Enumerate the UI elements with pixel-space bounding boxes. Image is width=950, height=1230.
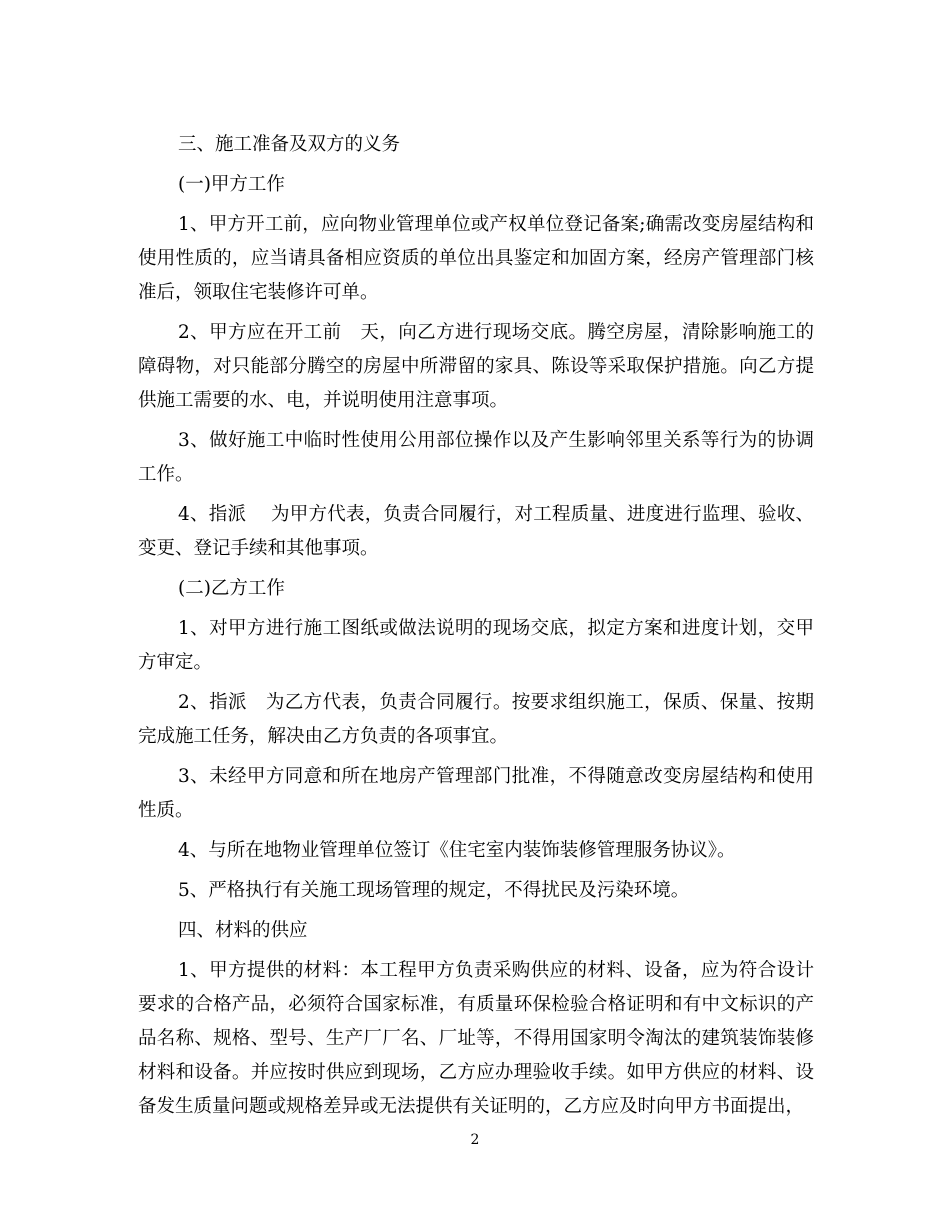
subsection-heading-party-b: (二)乙方工作 — [178, 578, 285, 599]
document-body — [138, 128, 814, 1130]
section-heading-preparation: 三、施工准备及双方的义务 — [178, 134, 401, 155]
paragraph-party-a-item-1: 1、甲方开工前，应向物业管理单位或产权单位登记备案;确需改变房屋结构和使用性质的，应当请具备相应资质的单位出具鉴定和加固方案，经房产管理部门核准后，领取住宅装修许可单。 — [138, 214, 814, 303]
paragraph-materials-item-1: 1、甲方提供的材料：本工程甲方负责采购供应的材料、设备，应为符合设计要求的合格产品，必须符合国家标准，有质量环保检验合格证明和有中文标识的产品名称、规格、型号、生产厂厂名、厂址等，不得用国家明令淘汰的建筑装饰装修材料和设备。并应按时供应到现场，乙方应办理验收手续。如甲方供应的材料、设备发生质量问题或规格差异或无法提供有关证明的，乙方应及时向甲方书面提出， — [138, 960, 814, 1117]
paragraph-party-b-item-3: 3、未经甲方同意和所在地房产管理部门批准，不得随意改变房屋结构和使用性质。 — [138, 766, 814, 821]
paragraph-party-a-item-4: 4、指派 为甲方代表，负责合同履行，对工程质量、进度进行监理、验收、变更、登记手续和其他事项。 — [138, 504, 814, 559]
page-number: 2 — [470, 1132, 480, 1148]
paragraph-party-a-item-2: 2、甲方应在开工前 天，向乙方进行现场交底。腾空房屋，清除影响施工的障碍物，对只能部分腾空的房屋中所滞留的家具、陈设等采取保护措施。向乙方提供施工需要的水、电，并说明使用注意事项。 — [138, 322, 814, 411]
paragraph-party-b-item-2: 2、指派 为乙方代表，负责合同履行。按要求组织施工，保质、保量、按期完成施工任务，解决由乙方负责的各项事宜。 — [138, 692, 814, 747]
paragraph-party-a-item-3: 3、做好施工中临时性使用公用部位操作以及产生影响邻里关系等行为的协调工作。 — [138, 430, 814, 485]
paragraph-party-b-item-5: 5、严格执行有关施工现场管理的规定，不得扰民及污染环境。 — [178, 880, 690, 901]
section-heading-materials: 四、材料的供应 — [178, 920, 308, 941]
paragraph-party-b-item-4: 4、与所在地物业管理单位签订《住宅室内装饰装修管理服务协议》。 — [178, 840, 736, 861]
subsection-heading-party-a: (一)甲方工作 — [178, 174, 285, 195]
paragraph-party-b-item-1: 1、对甲方进行施工图纸或做法说明的现场交底，拟定方案和进度计划，交甲方审定。 — [138, 618, 814, 673]
